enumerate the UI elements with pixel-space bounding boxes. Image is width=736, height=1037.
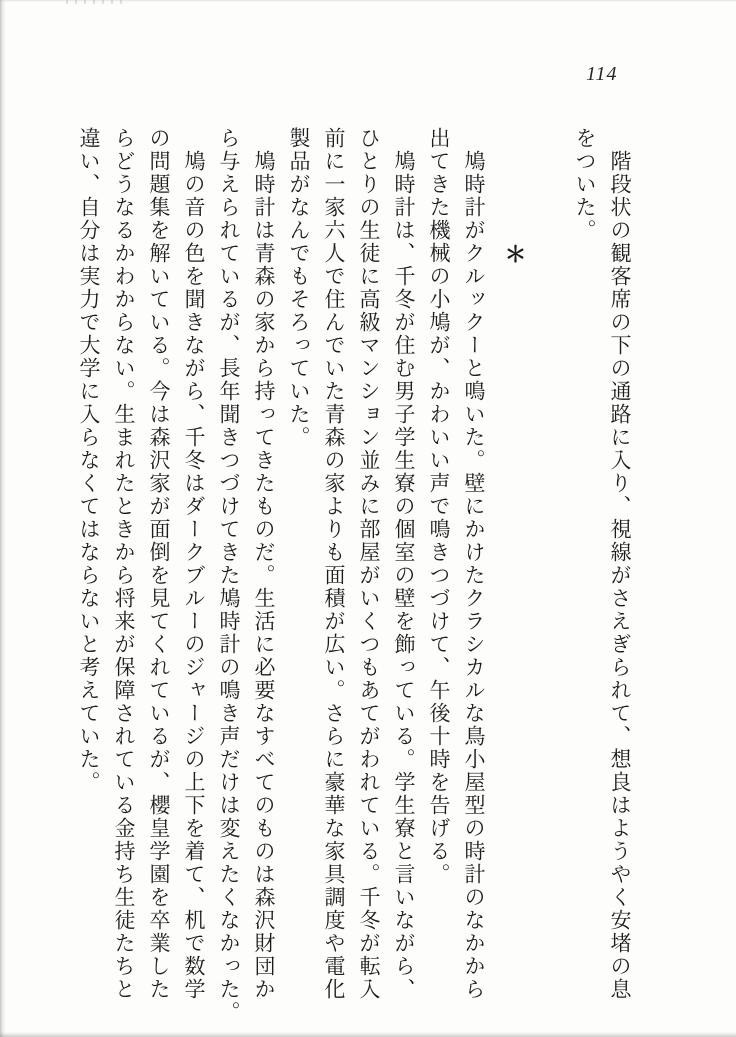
scan-speck [66,0,124,4]
text-line-9: 製品がなんでもそろっていた。 [287,127,311,449]
scan-edge-bottom [0,1032,736,1037]
scan-edge-top [0,0,736,2]
text-line-10: 鳩時計は青森の家から持ってきたものだ。生活に必要なすべてのものは森沢財団か [252,127,276,1001]
text-line-12: 鳩の音の色を聞きながら、千冬はダークブルーのジャージの上下を着て、机で数学 [182,127,206,1001]
text-line-6: 鳩時計は、千冬が住む男子学生寮の個室の壁を飾っている。学生寮と言いながら、 [392,127,416,1001]
text-line-11: ら与えられているが、長年聞きつづけてきた鳩時計の鳴き声だけは変えたくなかった。 [217,127,241,1024]
text-line-1: 階段状の観客席の下の通路に入り、視線がさえぎられて、想良はようやく安堵の息 [608,127,632,1001]
page-number: 114 [586,63,618,85]
vertical-text-block [71,127,637,1024]
section-break-mark: ＊ [502,243,527,267]
text-line-5: 出てきた機械の小鳩が、かわいい声で鳴きつづけて、午後十時を告げる。 [427,127,451,886]
text-line-15: 違い、自分は実力で大学に入らなくてはならないと考えていた。 [77,127,101,794]
text-line-4: 鳩時計がクルックーと鳴いた。壁にかけたクラシカルな鳥小屋型の時計のなかから [462,127,486,1001]
text-line-13: の問題集を解いている。今は森沢家が面倒を見てくれているが、櫻皇学園を卒業した [147,127,171,1001]
text-line-2: をついた。 [573,127,597,242]
text-line-7: ひとりの生徒に高級マンション並みに部屋がいくつもあてがわれている。千冬が転入 [357,127,381,1001]
scan-edge-left [0,0,6,1037]
text-line-14: らどうなるかわからない。生まれたときから将来が保障されている金持ち生徒たちと [112,127,136,1001]
text-line-8: 前に一家六人で住んでいた青森の家よりも面積が広い。さらに豪華な家具調度や電化 [322,127,346,1001]
